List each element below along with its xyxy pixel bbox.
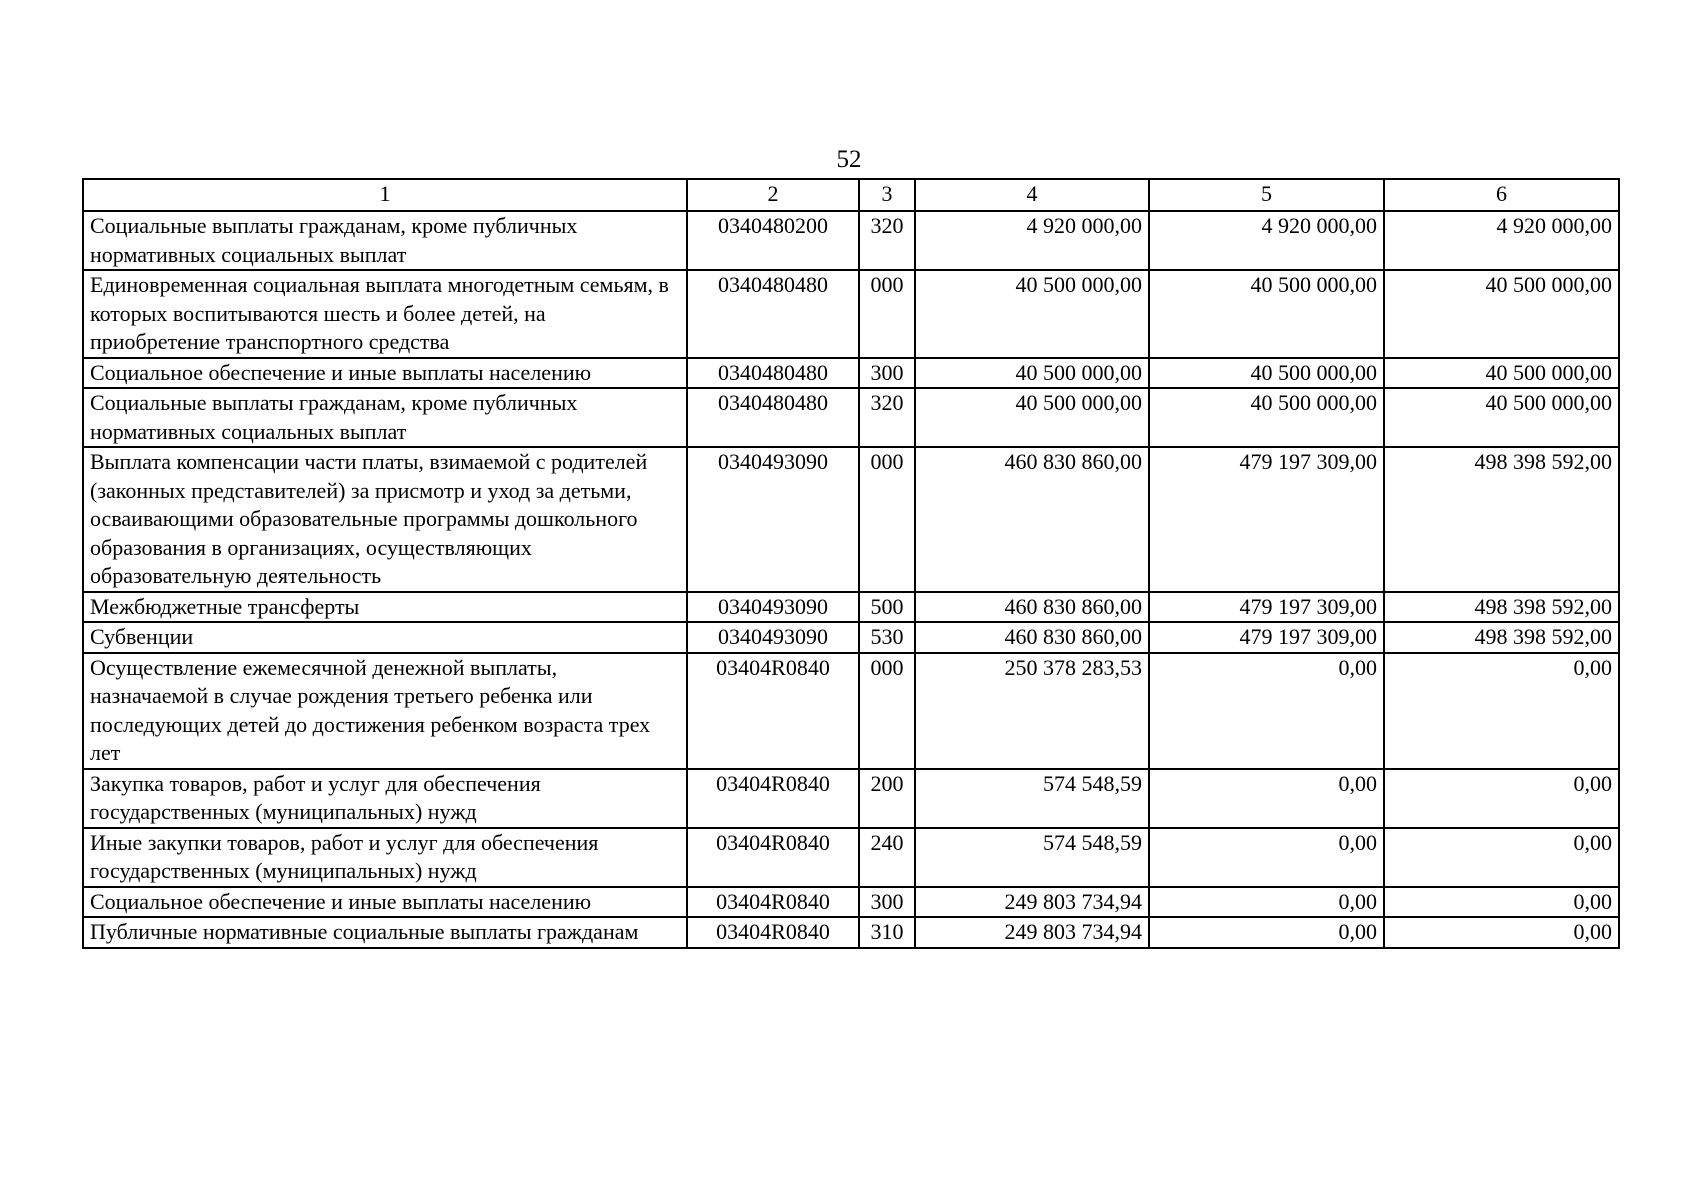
row-amount-col5: 0,00	[1149, 917, 1384, 948]
row-amount-col4: 460 830 860,00	[915, 447, 1149, 592]
row-expense-type: 300	[859, 358, 915, 389]
row-amount-col6: 40 500 000,00	[1384, 388, 1619, 447]
row-expense-type: 320	[859, 211, 915, 270]
row-target-code: 0340493090	[687, 622, 859, 653]
row-expense-type: 530	[859, 622, 915, 653]
row-name: Социальное обеспечение и иные выплаты населению	[83, 887, 687, 918]
row-amount-col6: 498 398 592,00	[1384, 592, 1619, 623]
column-header-5: 5	[1149, 179, 1384, 211]
row-amount-col6: 0,00	[1384, 887, 1619, 918]
row-amount-col6: 40 500 000,00	[1384, 358, 1619, 389]
row-amount-col5: 0,00	[1149, 653, 1384, 769]
column-header-3: 3	[859, 179, 915, 211]
row-target-code: 0340493090	[687, 447, 859, 592]
table-row	[83, 592, 1619, 623]
table-row	[83, 769, 1619, 828]
row-amount-col4: 574 548,59	[915, 828, 1149, 887]
table-row	[83, 917, 1619, 948]
row-amount-col4: 40 500 000,00	[915, 270, 1149, 358]
table-row	[83, 653, 1619, 769]
row-expense-type: 200	[859, 769, 915, 828]
table-row	[83, 447, 1619, 592]
row-amount-col6: 0,00	[1384, 828, 1619, 887]
table-row	[83, 358, 1619, 389]
row-amount-col5: 0,00	[1149, 828, 1384, 887]
row-target-code: 03404R0840	[687, 653, 859, 769]
table-row	[83, 388, 1619, 447]
row-target-code: 03404R0840	[687, 887, 859, 918]
row-target-code: 03404R0840	[687, 828, 859, 887]
row-target-code: 0340480480	[687, 388, 859, 447]
row-expense-type: 000	[859, 270, 915, 358]
column-header-2: 2	[687, 179, 859, 211]
row-name: Публичные нормативные социальные выплаты гражданам	[83, 917, 687, 948]
table-row	[83, 622, 1619, 653]
row-name: Социальное обеспечение и иные выплаты населению	[83, 358, 687, 389]
row-amount-col4: 460 830 860,00	[915, 592, 1149, 623]
row-amount-col6: 0,00	[1384, 917, 1619, 948]
table-row	[83, 270, 1619, 358]
row-name: Субвенции	[83, 622, 687, 653]
row-target-code: 0340493090	[687, 592, 859, 623]
row-amount-col5: 479 197 309,00	[1149, 622, 1384, 653]
row-amount-col6: 0,00	[1384, 769, 1619, 828]
row-name: Выплата компенсации части платы, взимаемой с родителей (законных представителей) за присмотр и уход за детьми, осваивающими образовательные программы дошкольного образования в организациях, осуществляющих образовательную деятельность	[83, 447, 687, 592]
header-row	[83, 179, 1619, 211]
page-number: 52	[836, 146, 862, 173]
row-expense-type: 310	[859, 917, 915, 948]
row-target-code: 03404R0840	[687, 769, 859, 828]
row-amount-col5: 0,00	[1149, 769, 1384, 828]
row-name: Осуществление ежемесячной денежной выплаты, назначаемой в случае рождения третьего ребенка или последующих детей до достижения ребенком возраста трех лет	[83, 653, 687, 769]
row-expense-type: 320	[859, 388, 915, 447]
column-header-4: 4	[915, 179, 1149, 211]
row-amount-col6: 498 398 592,00	[1384, 622, 1619, 653]
row-amount-col5: 479 197 309,00	[1149, 447, 1384, 592]
column-header-1: 1	[83, 179, 687, 211]
column-header-6: 6	[1384, 179, 1619, 211]
row-name: Закупка товаров, работ и услуг для обеспечения государственных (муниципальных) нужд	[83, 769, 687, 828]
row-name: Социальные выплаты гражданам, кроме публичных нормативных социальных выплат	[83, 388, 687, 447]
row-amount-col6: 498 398 592,00	[1384, 447, 1619, 592]
row-amount-col6: 0,00	[1384, 653, 1619, 769]
table-row	[83, 887, 1619, 918]
row-target-code: 03404R0840	[687, 917, 859, 948]
row-expense-type: 000	[859, 447, 915, 592]
row-amount-col5: 0,00	[1149, 887, 1384, 918]
row-target-code: 0340480480	[687, 270, 859, 358]
row-amount-col4: 4 920 000,00	[915, 211, 1149, 270]
row-amount-col6: 40 500 000,00	[1384, 270, 1619, 358]
row-amount-col5: 40 500 000,00	[1149, 358, 1384, 389]
row-amount-col4: 460 830 860,00	[915, 622, 1149, 653]
row-amount-col4: 574 548,59	[915, 769, 1149, 828]
row-target-code: 0340480200	[687, 211, 859, 270]
budget-table	[82, 178, 1620, 949]
row-name: Межбюджетные трансферты	[83, 592, 687, 623]
row-amount-col4: 250 378 283,53	[915, 653, 1149, 769]
row-amount-col5: 40 500 000,00	[1149, 388, 1384, 447]
table-row	[83, 211, 1619, 270]
row-amount-col4: 40 500 000,00	[915, 388, 1149, 447]
row-amount-col5: 479 197 309,00	[1149, 592, 1384, 623]
row-expense-type: 240	[859, 828, 915, 887]
row-expense-type: 500	[859, 592, 915, 623]
row-amount-col4: 249 803 734,94	[915, 887, 1149, 918]
row-target-code: 0340480480	[687, 358, 859, 389]
row-expense-type: 000	[859, 653, 915, 769]
row-amount-col4: 40 500 000,00	[915, 358, 1149, 389]
row-name: Иные закупки товаров, работ и услуг для обеспечения государственных (муниципальных) нужд	[83, 828, 687, 887]
row-name: Единовременная социальная выплата многодетным семьям, в которых воспитываются шесть и более детей, на приобретение транспортного средства	[83, 270, 687, 358]
row-expense-type: 300	[859, 887, 915, 918]
row-amount-col5: 4 920 000,00	[1149, 211, 1384, 270]
row-name: Социальные выплаты гражданам, кроме публичных нормативных социальных выплат	[83, 211, 687, 270]
row-amount-col5: 40 500 000,00	[1149, 270, 1384, 358]
row-amount-col4: 249 803 734,94	[915, 917, 1149, 948]
table-row	[83, 828, 1619, 887]
row-amount-col6: 4 920 000,00	[1384, 211, 1619, 270]
